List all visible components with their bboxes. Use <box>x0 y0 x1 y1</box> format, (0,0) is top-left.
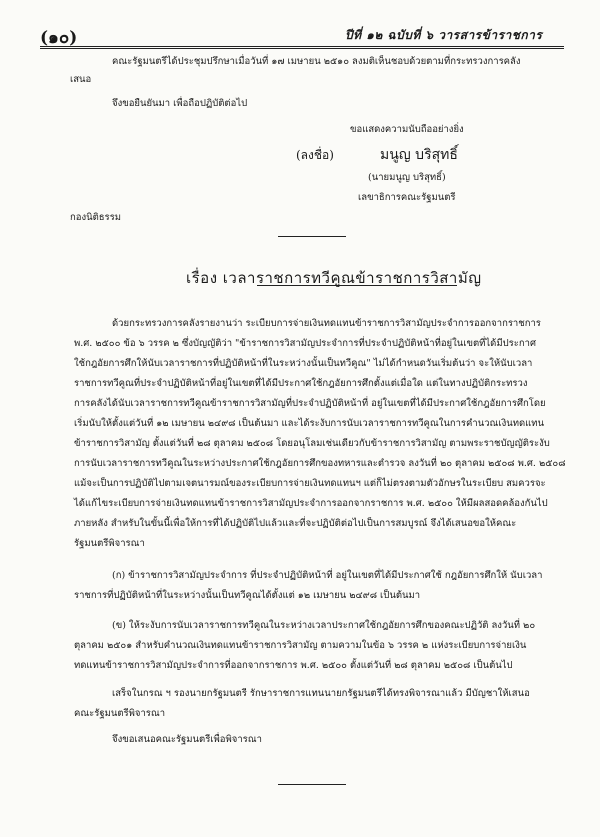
body-line: ภายหลัง สำหรับในขั้นนี้เพื่อให้การที่ได้ปฏิบัติไปแล้วและที่จะปฏิบัติต่อไปเป็นการสมบูรณ์ จึงได้เสนอขอให้คณะ <box>74 518 517 529</box>
body-line: (ก) ข้าราชการวิสามัญประจำการ ที่ประจำปฏิบัติหน้าที่ อยู่ในเขตที่ได้มีประกาศใช้ กฎอัยการศึกให้ นับเวลา <box>112 570 543 581</box>
body-line: ใช้กฎอัยการศึกให้นับเวลาราชการที่ปฏิบัติหน้าที่ในระหว่างนั้นเป็นทวีคูณ" ไม่ได้กำหนดวันเริ่มต้นว่า จะให้นับเวลา <box>74 358 533 369</box>
body-line: ได้แก้ไขระเบียบการจ่ายเงินทดแทนข้าราชการวิสามัญประจำการออกจากราชการ พ.ศ. ๒๕๐๐ ให้มีผลสอดคล้องกันไป <box>74 498 548 509</box>
body-line: พ.ศ. ๒๕๐๐ ข้อ ๖ วรรค ๒ ซึ่งบัญญัติว่า "ข้าราชการวิสามัญประจำการที่ประจำปฏิบัติหน้าที่อยู่ในเขตที่ได้มีประกาศ <box>74 338 536 349</box>
letter-line: คณะรัฐมนตรีได้ประชุมปรึกษาเมื่อวันที่ ๑๗ เมษายน ๒๕๑๐ ลงมติเห็นชอบด้วยตามที่กระทรวงการคลัง <box>112 56 521 67</box>
body-line: ด้วยกระทรวงการคลังรายงานว่า ระเบียบการจ่ายเงินทดแทนข้าราชการวิสามัญประจำการออกจากราชการ <box>112 318 541 329</box>
signed-label: (ลงชื่อ) <box>296 148 334 162</box>
body-line: การนับเวลาราชการทวีคูณในระหว่างประกาศใช้กฎอัยการศึกของทหารและตำรวจ ลงวันที่ ๒๐ ตุลาคม ๒๕๐๘ พ.ศ. ๒๕๐๘ <box>74 458 566 469</box>
body-line: ตุลาคม ๒๕๐๑ สำหรับคำนวณเงินทดแทนข้าราชการวิสามัญ ตามความในข้อ ๖ วรรค ๒ แห่งระเบียบการจ่ายเงิน <box>74 640 527 651</box>
body-line: รัฐมนตรีพิจารณา <box>74 538 145 549</box>
department-name: กองนิติธรรม <box>70 212 122 223</box>
body-line: ข้าราชการวิสามัญ ตั้งแต่วันที่ ๒๘ ตุลาคม ๒๕๐๘ โดยอนุโลมเช่นเดียวกับข้าราชการวิสามัญ ตามพระราชบัญญัติระงับ <box>74 438 550 449</box>
signer-name: มนูญ บริสุทธิ์ <box>380 147 458 163</box>
body-line: การคลังได้นับเวลาราชการทวีคูณข้าราชการวิสามัญที่ประจำปฏิบัติหน้าที่ อยู่ในเขตที่ได้มีประกาศใช้กฎอัยการศึกโดย <box>74 398 546 409</box>
section-separator <box>278 784 346 785</box>
body-line: แม้จะเป็นการปฏิบัติไปตามเจตนารมณ์ของระเบียบการจ่ายเงินทดแทนฯ แต่ก็ไม่ตรงตามตัวอักษรในระเบียบ สมควรจะ <box>74 478 546 489</box>
body-line: ทดแทนข้าราชการวิสามัญประจำการที่ออกจากราชการ พ.ศ. ๒๕๐๐ ตั้งแต่วันที่ ๒๘ ตุลาคม ๒๕๐๘ เป็นต้นไป <box>74 660 513 671</box>
signer-name-parenthesis: (นายมนูญ บริสุทธิ์) <box>368 172 446 183</box>
title-underline <box>257 285 457 286</box>
letter-line: จึงขอยืนยันมา เพื่อถือปฏิบัติต่อไป <box>112 98 248 109</box>
body-line: เริ่มนับให้ตั้งแต่วันที่ ๑๒ เมษายน ๒๔๙๘ เป็นต้นมา และได้ระงับการนับเวลาราชการทวีคูณในการคำนวณเงินทดแทน <box>74 418 545 429</box>
header-rule <box>40 46 564 49</box>
signer-title: เลขาธิการคณะรัฐมนตรี <box>358 192 456 203</box>
closing-salutation: ขอแสดงความนับถืออย่างยิ่ง <box>350 124 464 135</box>
body-line: (ข) ให้ระงับการนับเวลาราชการทวีคูณในระหว่างเวลาประกาศใช้กฎอัยการศึกของคณะปฏิวัติ ลงวันที่ ๒๐ <box>112 620 536 631</box>
page-number: (๑๐) <box>40 28 78 48</box>
letter-line: เสนอ <box>70 74 92 85</box>
body-line: ราชการที่ปฏิบัติหน้าที่ในระหว่างนั้นเป็นทวีคูณได้ตั้งแต่ ๑๒ เมษายน ๒๔๙๘ เป็นต้นมา <box>74 590 421 601</box>
body-line: เสร็จในกรณ ฯ รองนายกรัฐมนตรี รักษาราชการแทนนายกรัฐมนตรีได้ทรงพิจารณาแล้ว มีบัญชาให้เสนอ <box>112 688 530 699</box>
section-separator <box>278 236 346 237</box>
body-line: คณะรัฐมนตรีพิจารณา <box>74 708 166 719</box>
body-line: ราชการทวีคูณที่ประจำปฏิบัติหน้าที่อยู่ในเขตที่ได้มีประกาศใช้กฎอัยการศึกตั้งแต่เมื่อใด แต่ในทางปฏิบัติกระทรวง <box>74 378 528 389</box>
issue-header: ปีที่ ๑๒ ฉบับที่ ๖ วารสารข้าราชการ <box>345 28 543 42</box>
subject-title: เรื่อง เวลาราชการทวีคูณข้าราชการวิสามัญ <box>186 269 482 287</box>
body-line: จึงขอเสนอคณะรัฐมนตรีเพื่อพิจารณา <box>112 734 262 745</box>
